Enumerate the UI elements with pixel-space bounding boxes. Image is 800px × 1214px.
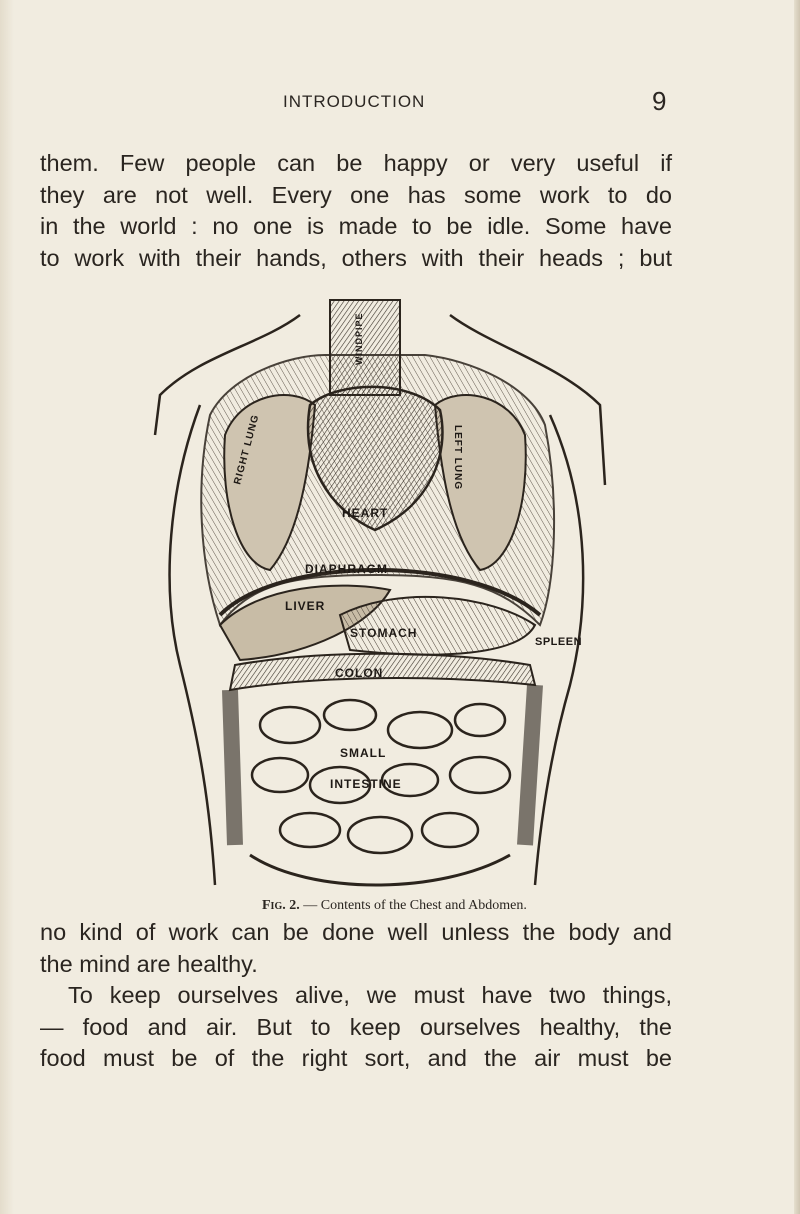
text-line: — food and air. But to keep ourselves healthy, the: [40, 1013, 672, 1040]
page-edge-right: [794, 0, 800, 1214]
label-liver: LIVER: [285, 599, 326, 613]
figure-caption-text: — Contents of the Chest and Abdomen.: [299, 898, 527, 913]
text-line: to work with their hands, others with their heads ; but: [40, 244, 672, 271]
text-line: To keep ourselves alive, we must have two things,: [68, 982, 672, 1008]
paragraph-top: [40, 148, 672, 274]
running-head: INTRODUCTION: [283, 92, 426, 111]
label-windpipe: WINDPIPE: [354, 312, 364, 365]
label-stomach: STOMACH: [350, 626, 418, 640]
label-heart: HEART: [342, 506, 389, 520]
label-diaphragm: DIAPHRAGM: [305, 562, 388, 576]
text-line: food must be of the right sort, and the air must be: [40, 1045, 672, 1071]
label-colon: COLON: [335, 666, 384, 680]
paragraph-bottom: [40, 917, 672, 1075]
text-line: them. Few people can be happy or very useful if: [40, 150, 672, 176]
label-left-lung: LEFT LUNG: [452, 425, 463, 491]
figure-number: Fig. 2.: [262, 898, 300, 913]
label-intestine: INTESTINE: [330, 777, 402, 791]
text-line: no kind of work can be done well unless the body and: [40, 919, 672, 945]
text-line: in the world : no one is made to be idle. Some have: [40, 213, 672, 239]
page-edge-left: [0, 0, 14, 1214]
text-line: they are not well. Every one has some work to do: [40, 181, 672, 208]
pelvis-outline: [250, 855, 510, 885]
label-spleen: SPLEEN: [535, 636, 583, 648]
windpipe-shape: [330, 300, 400, 395]
label-right-lung: RIGHT LUNG: [232, 413, 262, 486]
label-small: SMALL: [340, 746, 387, 760]
page-number: 9: [652, 86, 667, 116]
figure-caption: [262, 898, 527, 914]
text-line: the mind are healthy.: [40, 950, 258, 977]
anatomy-illustration: [140, 285, 610, 895]
